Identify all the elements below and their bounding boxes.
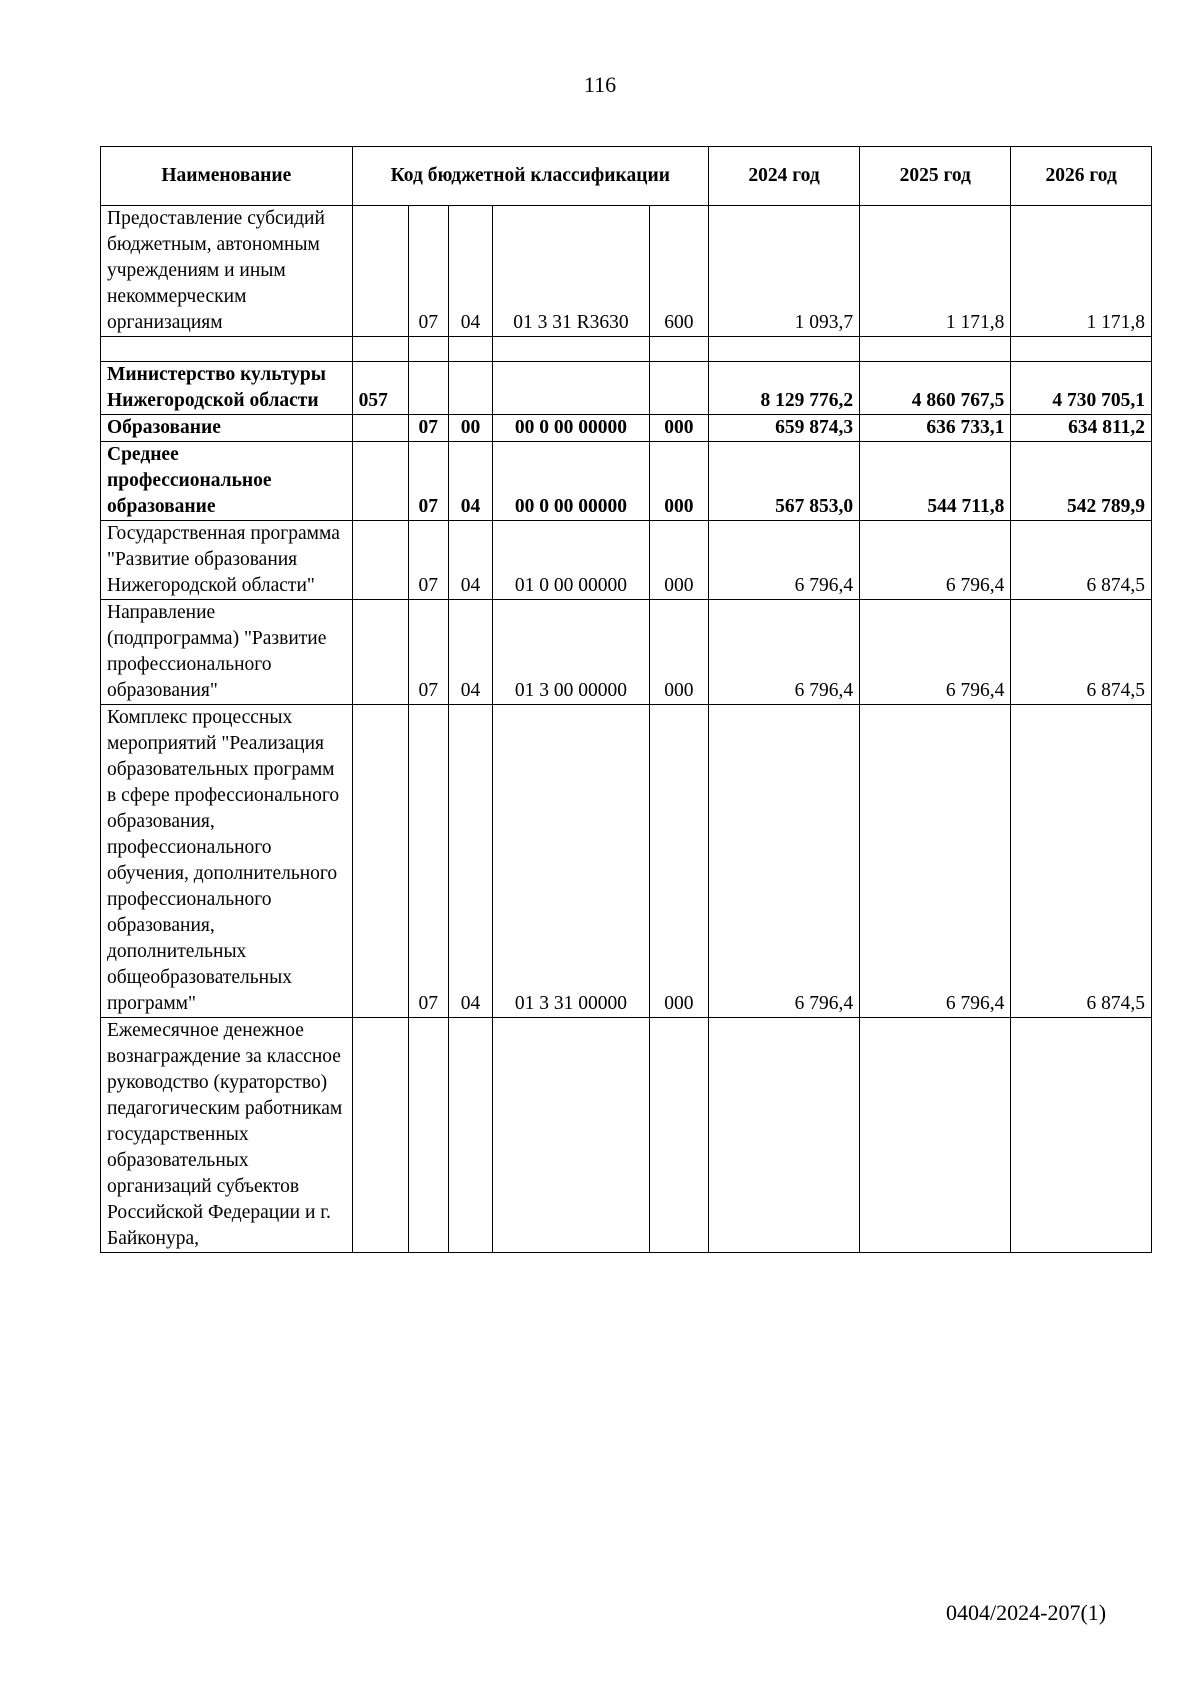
row-2024: 659 874,3 [708, 415, 859, 442]
row-2026: 1 171,8 [1011, 206, 1152, 337]
row-target: 00 0 00 00000 [493, 415, 649, 442]
row-target: 01 3 31 00000 [493, 705, 649, 1018]
row-2025: 4 860 767,5 [860, 362, 1011, 415]
row-ministry [352, 442, 408, 521]
row-type: 600 [649, 206, 708, 337]
row-subsection: 04 [448, 521, 492, 600]
row-target [493, 362, 649, 415]
row-type [649, 362, 708, 415]
row-section: 07 [408, 521, 448, 600]
row-ministry [352, 705, 408, 1018]
header-2024: 2024 год [708, 147, 859, 206]
header-code: Код бюджетной классификации [352, 147, 708, 206]
table-row [101, 362, 1152, 415]
row-ministry [352, 521, 408, 600]
row-name: Среднее профессиональное образование [101, 442, 353, 521]
table-row [101, 415, 1152, 442]
row-type: 000 [649, 600, 708, 705]
page-number: 116 [583, 72, 617, 97]
row-2025 [860, 1018, 1011, 1253]
row-2025: 6 796,4 [860, 521, 1011, 600]
row-2024: 8 129 776,2 [708, 362, 859, 415]
row-name: Государственная программа "Развитие образования Нижегородской области" [101, 521, 353, 600]
table-row [101, 600, 1152, 705]
row-2024 [708, 1018, 859, 1253]
table-row [101, 206, 1152, 337]
row-name: Направление (подпрограмма) "Развитие профессионального образования" [101, 600, 353, 705]
row-2024: 6 796,4 [708, 705, 859, 1018]
row-name: Ежемесячное денежное вознаграждение за классное руководство (кураторство) педагогическим работникам государственных образовательных организаций субъектов Российской Федерации и г. Байконура, [101, 1018, 353, 1253]
row-2026: 6 874,5 [1011, 600, 1152, 705]
table-row [101, 705, 1152, 1018]
row-name: Комплекс процессных мероприятий "Реализация образовательных программ в сфере профессионального образования, профессионального обучения, дополнительного профессионального образования, дополнительных общеобразовательных программ" [101, 705, 353, 1018]
row-target: 00 0 00 00000 [493, 442, 649, 521]
row-target: 01 0 00 00000 [493, 521, 649, 600]
row-section: 07 [408, 442, 448, 521]
row-subsection: 04 [448, 705, 492, 1018]
row-section: 07 [408, 415, 448, 442]
table-row [101, 442, 1152, 521]
table-row [101, 521, 1152, 600]
table-row [101, 1018, 1152, 1253]
row-2026: 542 789,9 [1011, 442, 1152, 521]
row-ministry [352, 600, 408, 705]
row-ministry [352, 206, 408, 337]
header-2025: 2025 год [860, 147, 1011, 206]
row-2025: 636 733,1 [860, 415, 1011, 442]
row-subsection: 04 [448, 442, 492, 521]
row-ministry [352, 415, 408, 442]
row-2025: 544 711,8 [860, 442, 1011, 521]
row-ministry: 057 [352, 362, 408, 415]
row-subsection: 04 [448, 600, 492, 705]
row-target [493, 1018, 649, 1253]
header-2026: 2026 год [1011, 147, 1152, 206]
row-section [408, 1018, 448, 1253]
budget-table [100, 146, 1152, 1253]
row-type: 000 [649, 415, 708, 442]
row-name: Предоставление субсидий бюджетным, автономным учреждениям и иным некоммерческим организациям [101, 206, 353, 337]
row-2024: 6 796,4 [708, 521, 859, 600]
row-2026: 634 811,2 [1011, 415, 1152, 442]
row-2026: 4 730 705,1 [1011, 362, 1152, 415]
row-2025: 1 171,8 [860, 206, 1011, 337]
row-section: 07 [408, 206, 448, 337]
header-row [101, 147, 1152, 206]
row-type: 000 [649, 442, 708, 521]
row-section: 07 [408, 705, 448, 1018]
row-2026: 6 874,5 [1011, 705, 1152, 1018]
row-target: 01 3 31 R3630 [493, 206, 649, 337]
spacer-row [101, 337, 1152, 362]
row-type: 000 [649, 521, 708, 600]
row-subsection [448, 1018, 492, 1253]
row-subsection [448, 362, 492, 415]
row-2026: 6 874,5 [1011, 521, 1152, 600]
row-2025: 6 796,4 [860, 600, 1011, 705]
row-section [408, 362, 448, 415]
row-target: 01 3 00 00000 [493, 600, 649, 705]
row-subsection: 04 [448, 206, 492, 337]
row-subsection: 00 [448, 415, 492, 442]
row-section: 07 [408, 600, 448, 705]
row-type: 000 [649, 705, 708, 1018]
header-name: Наименование [101, 147, 353, 206]
row-2025: 6 796,4 [860, 705, 1011, 1018]
row-ministry [352, 1018, 408, 1253]
row-2024: 1 093,7 [708, 206, 859, 337]
row-name: Министерство культуры Нижегородской области [101, 362, 353, 415]
row-type [649, 1018, 708, 1253]
row-2026 [1011, 1018, 1152, 1253]
row-2024: 567 853,0 [708, 442, 859, 521]
document-code: 0404/2024-207(1) [946, 1600, 1107, 1625]
row-2024: 6 796,4 [708, 600, 859, 705]
row-name: Образование [101, 415, 353, 442]
